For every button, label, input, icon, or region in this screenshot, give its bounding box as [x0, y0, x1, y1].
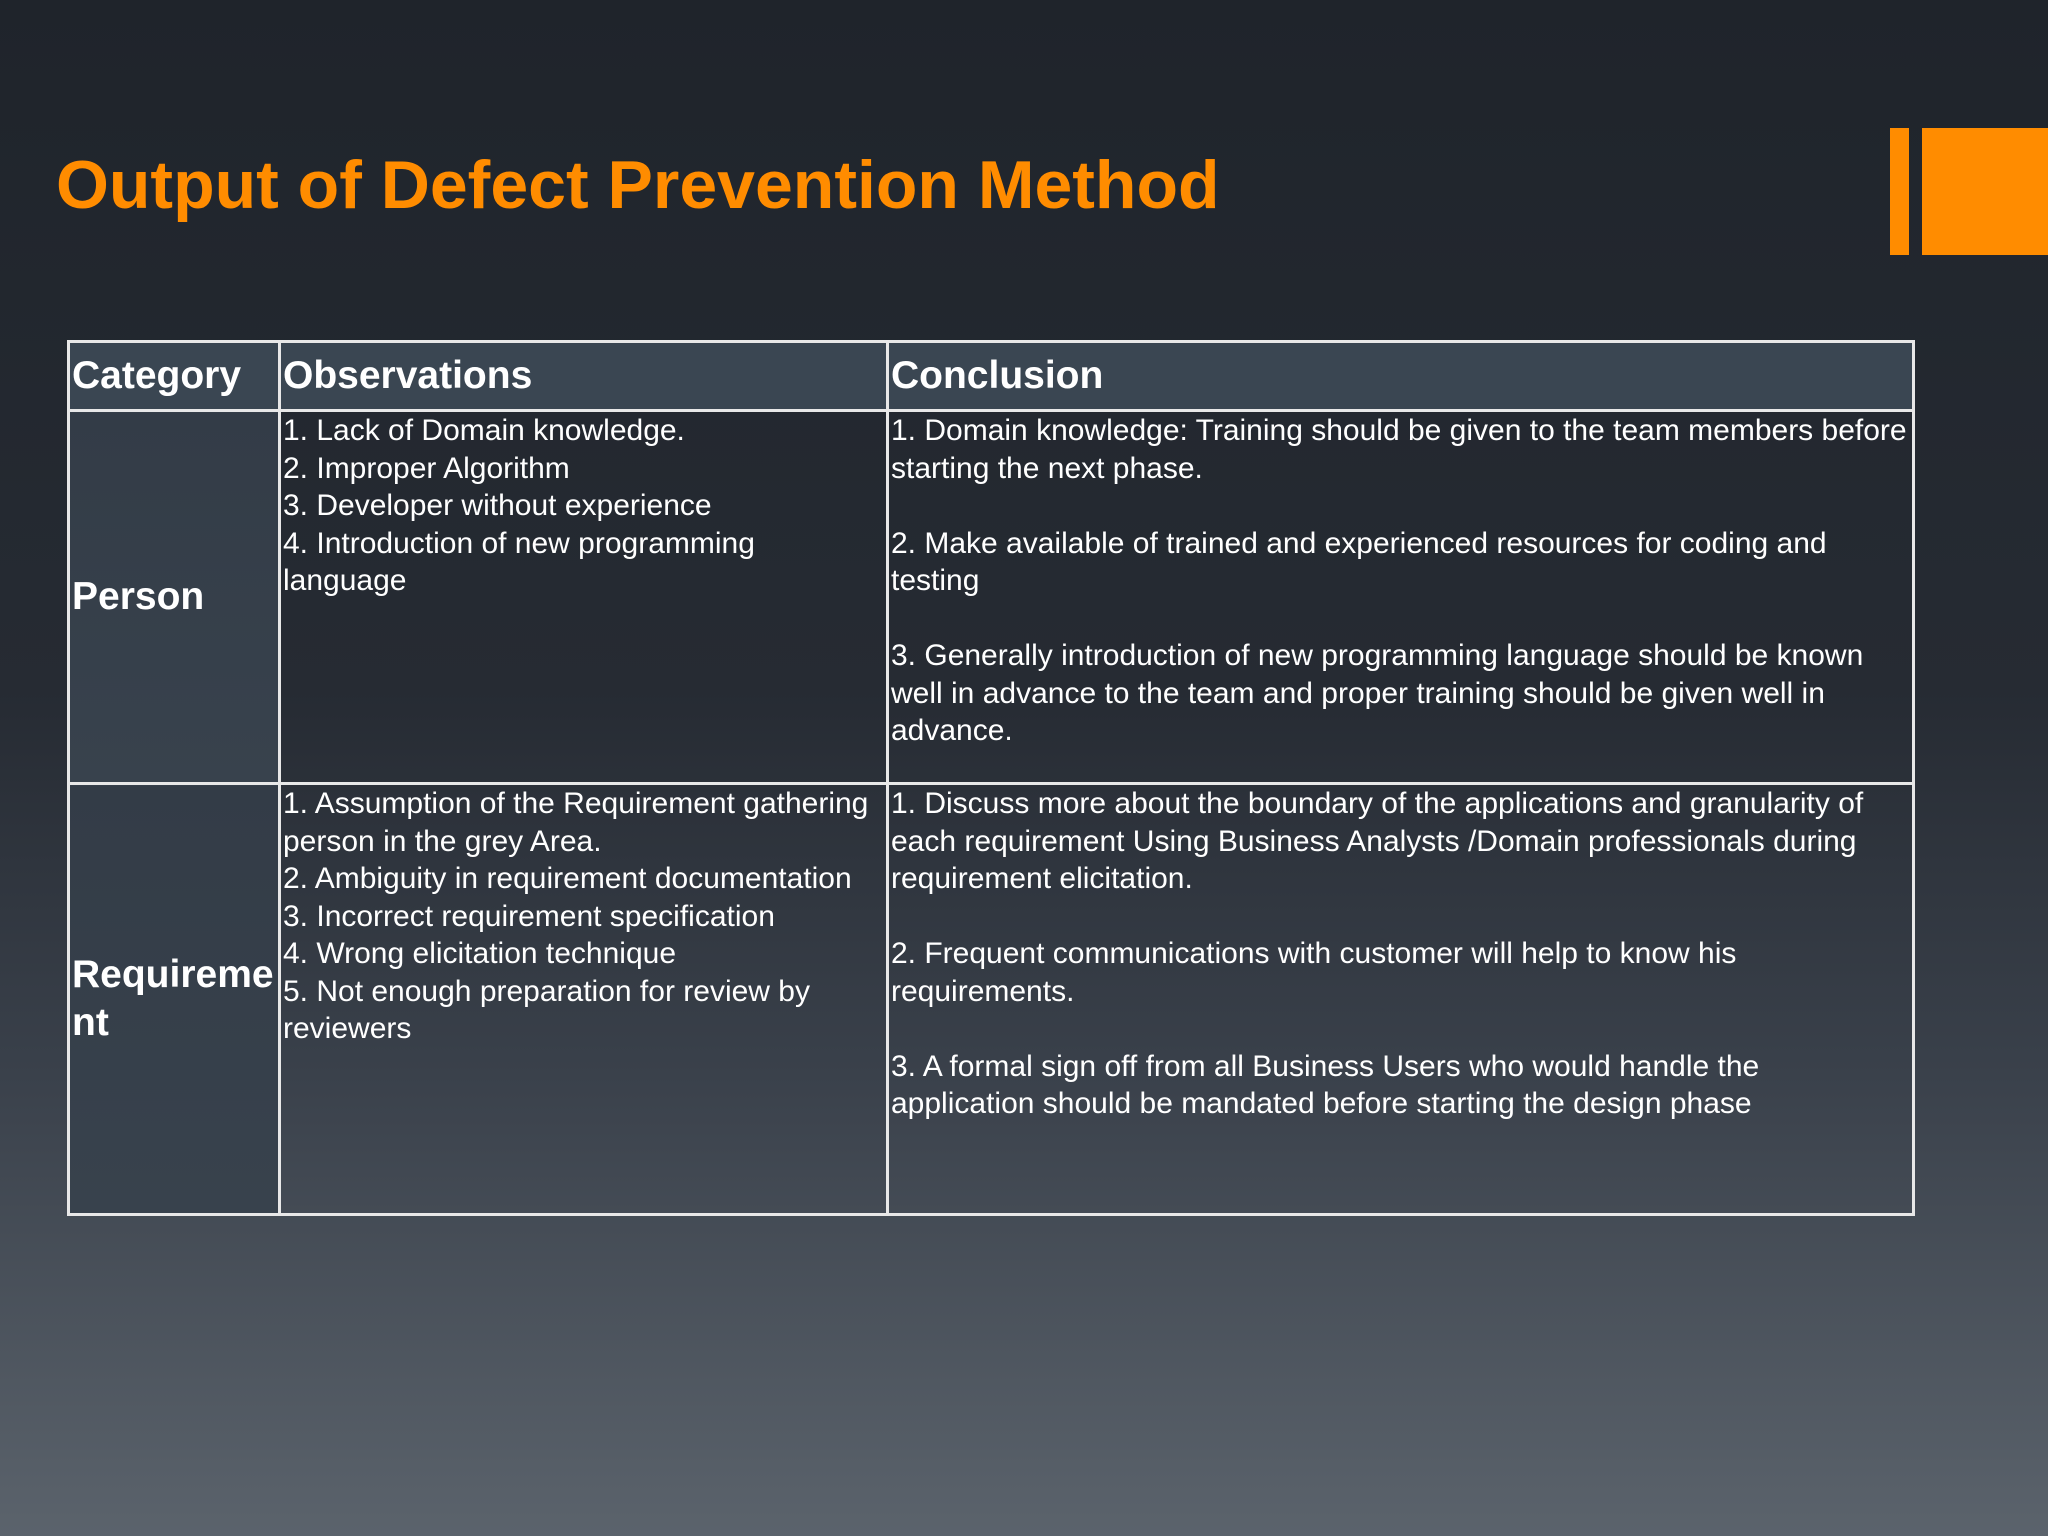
observation-item: 4. Introduction of new programming language: [283, 526, 755, 597]
conclusion-item: 2. Make available of trained and experienced resources for coding and testing: [891, 526, 1827, 597]
header-conclusion: Conclusion: [888, 342, 1914, 411]
conclusion-item: 1. Domain knowledge: Training should be given to the team members before starting the next phase.: [891, 414, 1907, 485]
table-row-person: [69, 411, 1914, 784]
observation-item: 1. Lack of Domain knowledge.: [283, 414, 685, 447]
observation-item: 2. Ambiguity in requirement documentation: [283, 862, 852, 895]
header-category: Category: [69, 342, 280, 411]
conclusion-item: 2. Frequent communications with customer will help to know his requirements.: [891, 937, 1737, 1008]
paragraph-gap: [891, 1010, 1910, 1048]
observation-item: 2. Improper Algorithm: [283, 451, 570, 485]
conclusion-cell-person: [888, 411, 1914, 784]
observation-item: 3. Developer without experience: [283, 489, 712, 522]
defect-prevention-table: [67, 340, 1915, 1216]
conclusion-cell-requirement: [888, 784, 1914, 1215]
category-cell-requirement: Requirement: [69, 784, 280, 1215]
observation-item: 5. Not enough preparation for review by reviewers: [283, 974, 810, 1045]
observations-cell-person: [280, 411, 888, 784]
conclusion-item: 1. Discuss more about the boundary of the applications and granularity of each requirement Using Business Analysts /Domain professionals during requirement elicitation.: [891, 787, 1864, 895]
paragraph-gap: [891, 487, 1910, 525]
observation-item: 3. Incorrect requirement specification: [283, 899, 775, 933]
observation-item: 1. Assumption of the Requirement gathering person in the grey Area.: [283, 787, 869, 858]
table-row-requirement: [69, 784, 1914, 1215]
table-header-row: [69, 342, 1914, 411]
paragraph-gap: [891, 898, 1910, 936]
accent-bar-thick: [1922, 128, 2048, 255]
paragraph-gap: [891, 600, 1910, 638]
conclusion-item: 3. Generally introduction of new programming language should be known well in advance to the team and proper training should be given well in advance.: [891, 639, 1864, 747]
observation-item: 4. Wrong elicitation technique: [283, 937, 677, 970]
slide-title: Output of Defect Prevention Method: [56, 147, 1220, 223]
category-cell-person: Person: [69, 411, 280, 784]
accent-bar-thin: [1890, 128, 1909, 255]
header-observations: Observations: [280, 342, 888, 411]
conclusion-item: 3. A formal sign off from all Business Users who would handle the application should be mandated before starting the design phase: [891, 1049, 1760, 1120]
observations-cell-requirement: [280, 784, 888, 1215]
